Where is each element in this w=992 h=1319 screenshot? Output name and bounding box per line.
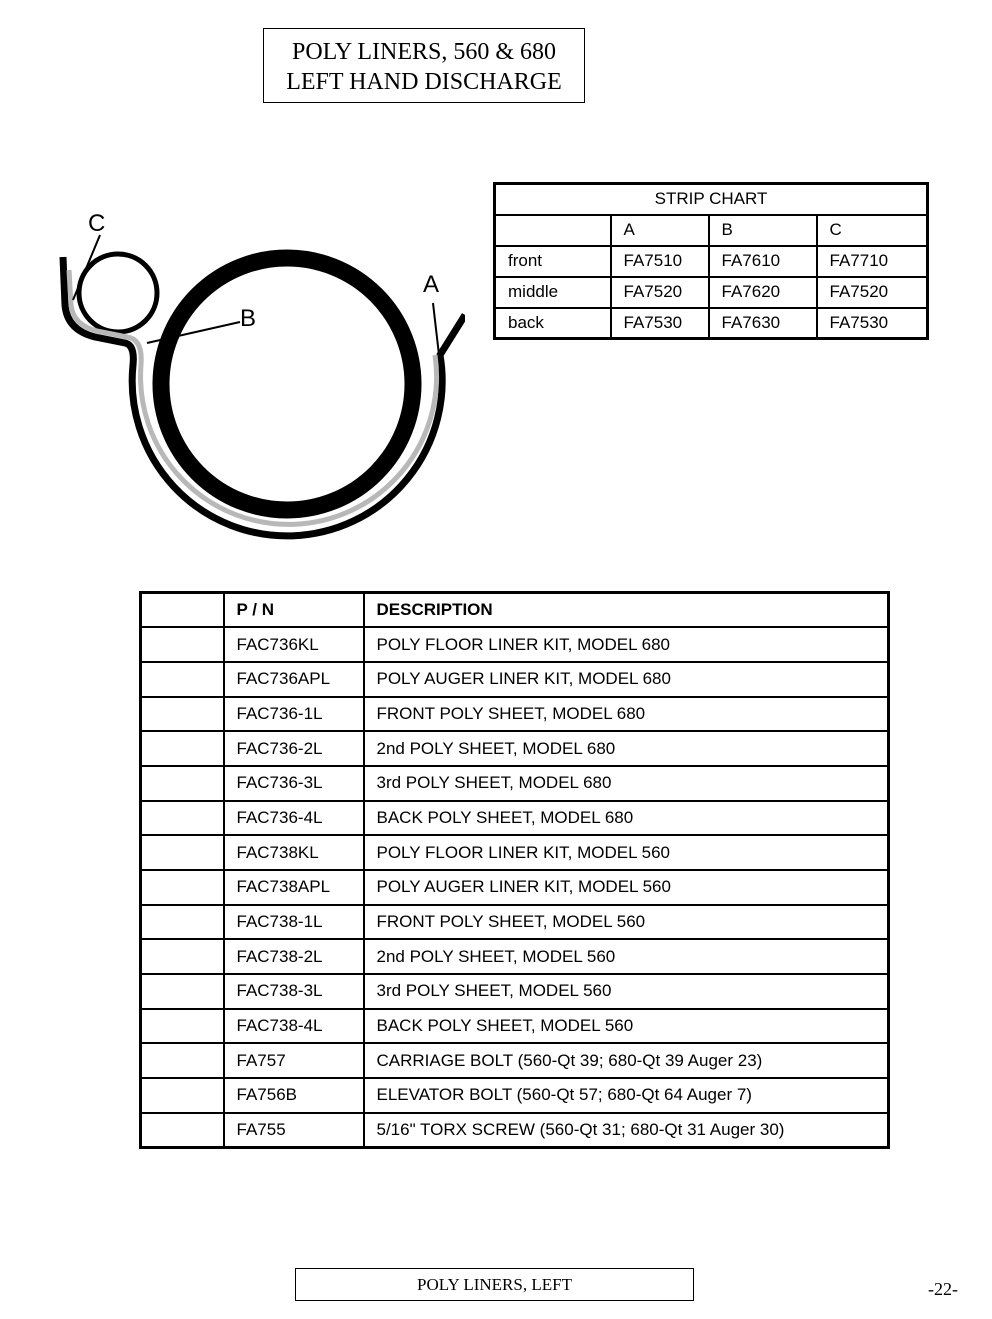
leader-c [73,235,100,300]
description-cell: 3rd POLY SHEET, MODEL 680 [364,766,889,801]
strip-cell: FA7530 [611,308,709,339]
label-b: B [240,305,257,332]
footer-label: POLY LINERS, LEFT [295,1268,694,1301]
table-row [141,1113,889,1148]
part-number-cell: FAC736-1L [224,697,364,732]
title-line-2: LEFT HAND DISCHARGE [286,69,562,95]
table-row [141,870,889,905]
strip-cell: FA7520 [817,277,928,308]
row-blank-cell [141,731,224,766]
row-blank-cell [141,974,224,1009]
table-row [141,905,889,940]
table-row [141,974,889,1009]
description-cell: 2nd POLY SHEET, MODEL 680 [364,731,889,766]
part-number-cell: FAC738-2L [224,939,364,974]
row-blank-cell [141,1113,224,1148]
parts-header-row [141,593,889,628]
strip-row [495,277,928,308]
strip-cell: FA7510 [611,246,709,277]
part-number-cell: FAC738-3L [224,974,364,1009]
part-number-cell: FAC736-2L [224,731,364,766]
strip-row-label: middle [495,277,611,308]
table-row [141,1009,889,1044]
strip-row-label: front [495,246,611,277]
part-number-cell: FAC736KL [224,627,364,662]
table-row [141,627,889,662]
page-title [263,28,585,103]
strip-chart-table [493,182,929,340]
strip-corner-cell [495,215,611,246]
strip-cell: FA7530 [817,308,928,339]
description-cell: POLY FLOOR LINER KIT, MODEL 560 [364,835,889,870]
parts-table [139,591,890,1149]
description-cell: CARRIAGE BOLT (560-Qt 39; 680-Qt 39 Auger 23) [364,1043,889,1078]
part-number-cell: FAC738-1L [224,905,364,940]
table-row [141,1043,889,1078]
part-number-cell: FA756B [224,1078,364,1113]
leader-b [147,322,240,343]
strip-cell: FA7630 [709,308,817,339]
strip-col-header: A [611,215,709,246]
row-blank-cell [141,662,224,697]
strip-col-header: B [709,215,817,246]
description-cell: 2nd POLY SHEET, MODEL 560 [364,939,889,974]
strip-cell: FA7710 [817,246,928,277]
description-cell: 5/16" TORX SCREW (560-Qt 31; 680-Qt 31 Auger 30) [364,1113,889,1148]
part-number-cell: FAC738APL [224,870,364,905]
part-number-cell: FAC736-3L [224,766,364,801]
row-blank-cell [141,939,224,974]
table-row [141,697,889,732]
row-blank-cell [141,801,224,836]
auger-tube [79,254,157,332]
table-row [141,835,889,870]
row-blank-cell [141,627,224,662]
row-blank-cell [141,835,224,870]
table-row [141,662,889,697]
description-cell: ELEVATOR BOLT (560-Qt 57; 680-Qt 64 Auger 7) [364,1078,889,1113]
part-number-cell: FAC738-4L [224,1009,364,1044]
description-cell: BACK POLY SHEET, MODEL 680 [364,801,889,836]
part-number-cell: FAC738KL [224,835,364,870]
parts-table-body [141,627,889,1147]
description-cell: POLY AUGER LINER KIT, MODEL 560 [364,870,889,905]
strip-cell: FA7620 [709,277,817,308]
table-row [141,731,889,766]
parts-header-blank [141,593,224,628]
page-number: -22- [928,1279,958,1299]
description-cell: BACK POLY SHEET, MODEL 560 [364,1009,889,1044]
main-tube [161,258,413,510]
part-number-cell: FAC736APL [224,662,364,697]
description-cell: FRONT POLY SHEET, MODEL 560 [364,905,889,940]
liner-diagram [55,205,465,550]
row-blank-cell [141,1078,224,1113]
strip-cell: FA7610 [709,246,817,277]
part-number-cell: FAC736-4L [224,801,364,836]
liner-diagram-drawing [55,205,465,550]
strip-row [495,246,928,277]
part-number-cell: FA757 [224,1043,364,1078]
strip-row-label: back [495,308,611,339]
strip-row [495,308,928,339]
label-c: C [88,210,106,237]
table-row [141,1078,889,1113]
description-cell: POLY AUGER LINER KIT, MODEL 680 [364,662,889,697]
row-blank-cell [141,766,224,801]
table-row [141,801,889,836]
strip-cell: FA7520 [611,277,709,308]
parts-header-pn: P / N [224,593,364,628]
title-line-1: POLY LINERS, 560 & 680 [291,39,557,65]
row-blank-cell [141,905,224,940]
description-cell: FRONT POLY SHEET, MODEL 680 [364,697,889,732]
label-a: A [423,271,440,298]
table-row [141,939,889,974]
strip-chart-title: STRIP CHART [495,184,928,215]
description-cell: POLY FLOOR LINER KIT, MODEL 680 [364,627,889,662]
strip-col-header: C [817,215,928,246]
description-cell: 3rd POLY SHEET, MODEL 560 [364,974,889,1009]
row-blank-cell [141,697,224,732]
leader-a [433,303,439,355]
part-number-cell: FA755 [224,1113,364,1148]
row-blank-cell [141,870,224,905]
table-row [141,766,889,801]
row-blank-cell [141,1043,224,1078]
row-blank-cell [141,1009,224,1044]
parts-header-description: DESCRIPTION [364,593,889,628]
